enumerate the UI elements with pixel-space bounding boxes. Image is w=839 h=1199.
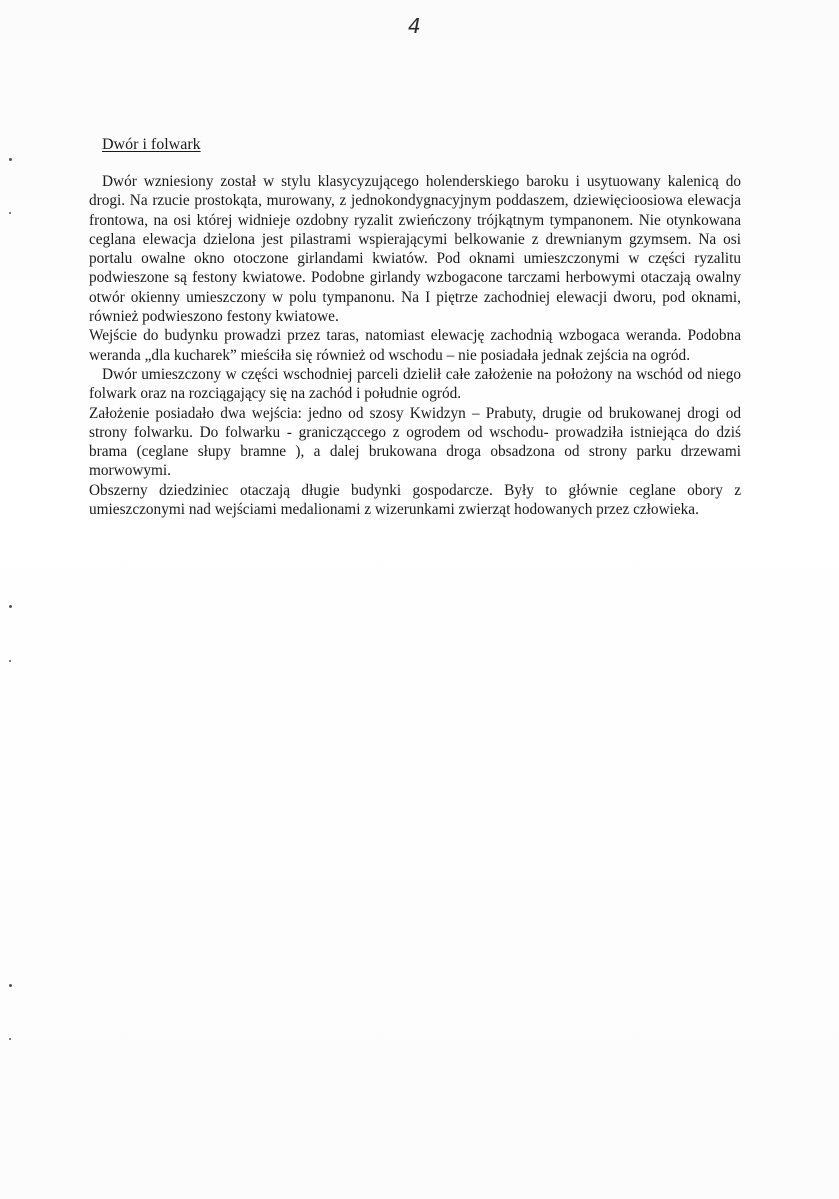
punch-hole-mark — [9, 158, 12, 161]
punch-hole-mark — [9, 660, 11, 662]
section-heading: Dwór i folwark — [102, 136, 201, 153]
punch-hole-mark — [9, 605, 12, 608]
paragraph-dwor-description: Dwór wzniesiony został w stylu klasycyzującego holenderskiego baroku i usytuowany kalenicą do drogi. Na rzucie prostokąta, murowany, z jednokondygnacyjnym poddaszem, dziewięcioosiowa elewacja frontowa, na osi której widnieje ozdobny ryzalit zwieńczony trójkątnym tympanonem. Nie otynkowana ceglana elewacja dzielona jest pilastrami wspierającymi belkowanie z drewnianym gzymsem. Na osi portalu owalne okno otoczone girlandami kwiatów. Pod oknami umieszczonymi w części ryzalitu podwieszone są festony kwiatowe. Podobne girlandy wzbogacone tarczami herbowymi otaczają owalny otwór okienny umieszczony w polu tympanonu. Na I piętrze zachodniej elewacji dworu, pod oknami, również podwieszono festony kwiatowe. — [89, 173, 741, 326]
punch-hole-mark — [9, 1038, 11, 1040]
document-body — [89, 172, 741, 519]
paragraph-dziedziniec: Obszerny dziedziniec otaczają długie budynki gospodarcze. Były to głównie ceglane obory z umieszczonymi nad wejściami medalionami z wizerunkami zwierząt hodowanych przez człowieka. — [89, 481, 741, 519]
punch-hole-mark — [9, 984, 12, 987]
punch-hole-mark — [9, 212, 11, 214]
paragraph-zalozenie: Założenie posiadało dwa wejścia: jedno od szosy Kwidzyn – Prabuty, drugie od brukowanej drogi od strony folwarku. Do folwarku - granicząccego z ogrodem od wschodu- prowadziła istniejąca do dziś brama (ceglane słupy bramne ), a dalej brukowana droga obsadzona od strony parku drzewami morwowymi. — [89, 404, 741, 480]
paragraph-dwor-position: Dwór umieszczony w części wschodniej parceli dzielił całe założenie na położony na wschód od niego folwark oraz na rozciągający się na zachód i południe ogród. — [89, 365, 741, 403]
paragraph-wejscie: Wejście do budynku prowadzi przez taras, natomiast elewację zachodnią wzbogaca weranda. Podobna weranda „dla kucharek” mieściła się również od wschodu – nie posiadała jednak zejścia na ogród. — [89, 327, 741, 364]
page-number: 4 — [408, 14, 421, 38]
